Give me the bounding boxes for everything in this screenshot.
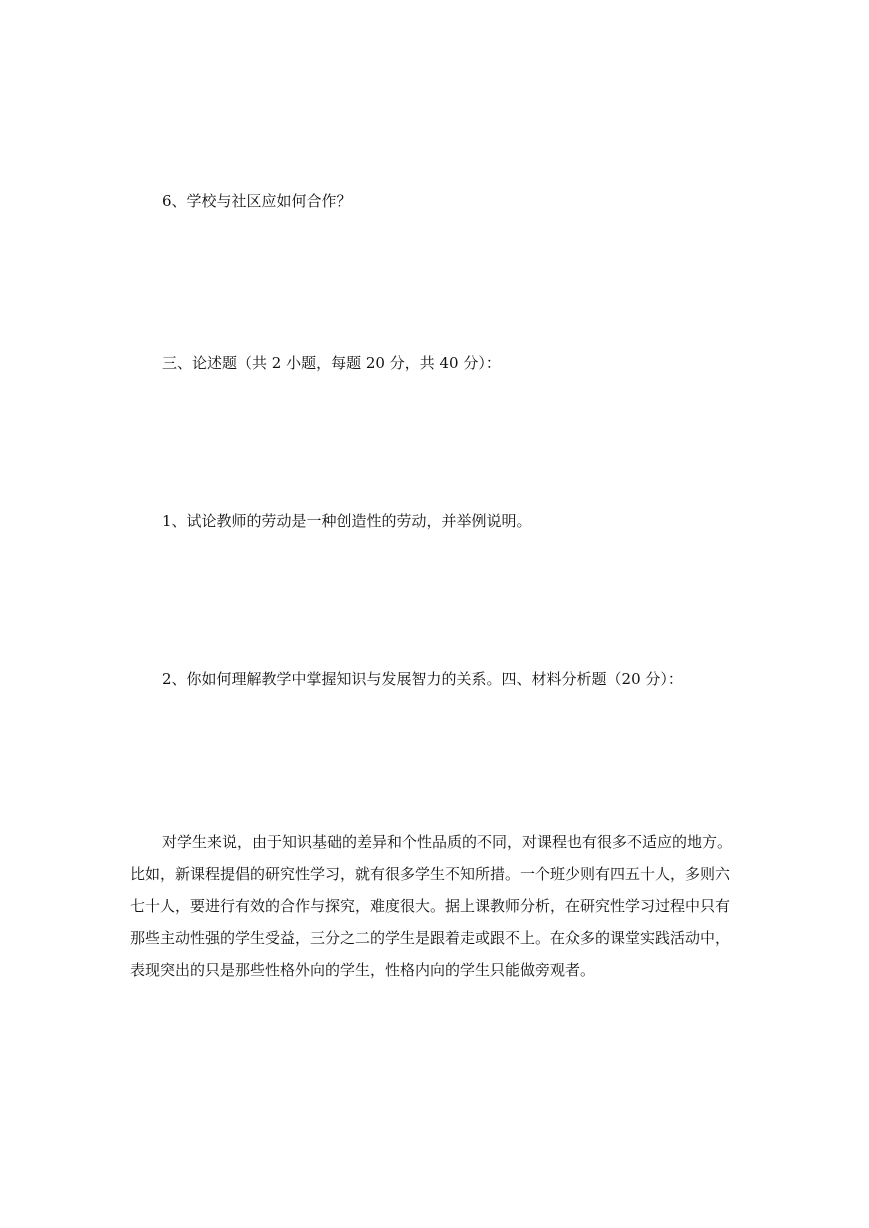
section-3-heading: 三、论述题（共 2 小题，每题 20 分，共 40 分）： <box>162 354 501 372</box>
essay-question-2: 2、你如何理解教学中掌握知识与发展智力的关系。四、材料分析题（20 分）： <box>162 670 683 688</box>
material-paragraph <box>130 826 750 986</box>
essay-question-1: 1、试论教师的劳动是一种创造性的劳动，并举例说明。 <box>162 512 532 530</box>
material-line: 比如，新课程提倡的研究性学习，就有很多学生不知所措。一个班少则有四五十人，多则六 <box>130 865 731 883</box>
material-line: 表现突出的只是那些性格外向的学生，性格内向的学生只能做旁观者。 <box>130 961 596 979</box>
material-line: 那些主动性强的学生受益，三分之二的学生是跟着走或跟不上。在众多的课堂实践活动中， <box>130 929 731 947</box>
material-line: 对学生来说，由于知识基础的差异和个性品质的不同，对课程也有很多不适应的地方。 <box>162 833 733 851</box>
question-6: 6、学校与社区应如何合作？ <box>162 192 352 210</box>
material-line: 七十人，要进行有效的合作与探究，难度很大。据上课教师分析，在研究性学习过程中只有 <box>130 897 731 915</box>
